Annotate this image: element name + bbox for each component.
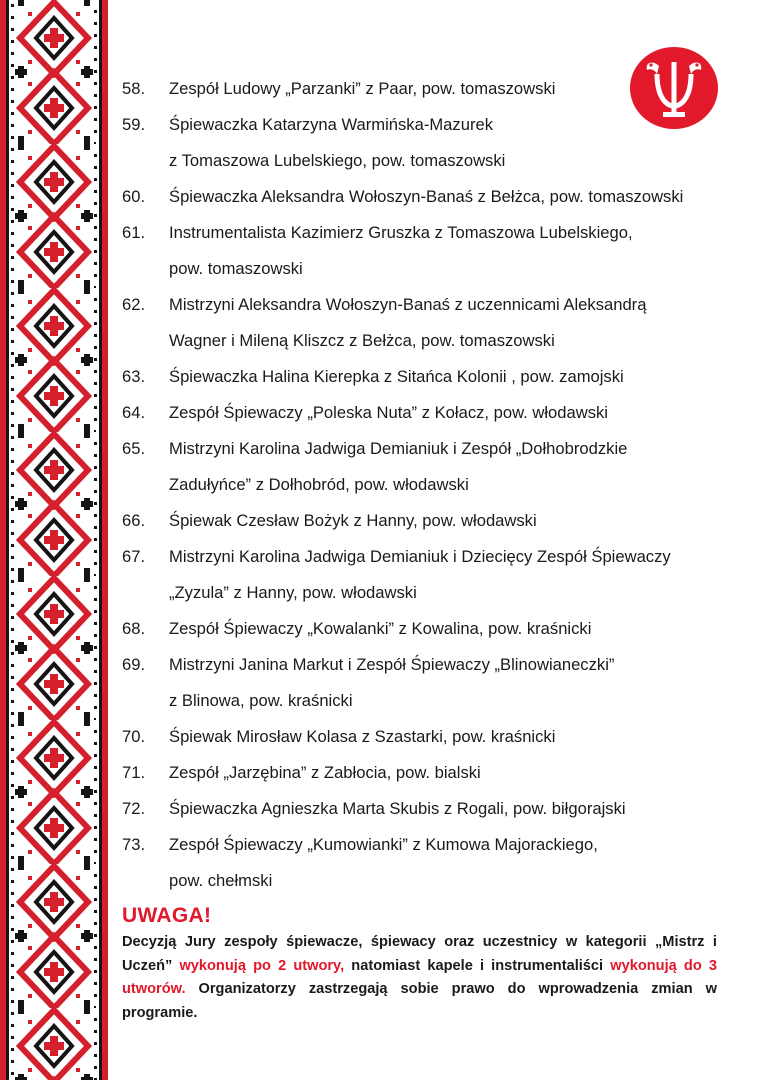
item-number: 60. bbox=[122, 187, 146, 206]
item-number: 73. bbox=[122, 835, 146, 854]
list-item bbox=[122, 719, 742, 755]
item-text: pow. chełmski bbox=[169, 871, 273, 890]
item-number: 58. bbox=[122, 79, 146, 98]
list-item bbox=[122, 287, 742, 359]
notice-text bbox=[122, 931, 717, 1025]
item-text: Zespół Śpiewaczy „Poleska Nuta” z Kołacz, pow. włodawski bbox=[169, 403, 608, 422]
item-text: Wagner i Mileną Kliszcz z Bełżca, pow. tomaszowski bbox=[169, 331, 555, 350]
item-number: 59. bbox=[122, 115, 146, 134]
list-item bbox=[122, 179, 742, 215]
item-number: 68. bbox=[122, 619, 146, 638]
item-number: 66. bbox=[122, 511, 146, 530]
item-text: Mistrzyni Karolina Jadwiga Demianiuk i Dziecięcy Zespół Śpiewaczy bbox=[169, 547, 671, 566]
item-number: 72. bbox=[122, 799, 146, 818]
item-text: Zespół Śpiewaczy „Kumowianki” z Kumowa Majorackiego, bbox=[169, 835, 598, 854]
list-item bbox=[122, 395, 742, 431]
list-item bbox=[122, 215, 742, 287]
item-number: 67. bbox=[122, 547, 146, 566]
item-text: Zadułyńce” z Dołhobród, pow. włodawski bbox=[169, 475, 469, 494]
item-number: 61. bbox=[122, 223, 146, 242]
notice-block bbox=[122, 903, 717, 1025]
item-number: 65. bbox=[122, 439, 146, 458]
item-number: 69. bbox=[122, 655, 146, 674]
list-item bbox=[122, 539, 742, 611]
item-number: 70. bbox=[122, 727, 146, 746]
item-text: Śpiewak Czesław Bożyk z Hanny, pow. włodawski bbox=[169, 511, 537, 530]
folk-embroidery-border bbox=[0, 0, 108, 1080]
item-text: Śpiewak Mirosław Kolasa z Szastarki, pow. kraśnicki bbox=[169, 727, 556, 746]
notice-text-part: Decyzją Jury zespoły śpiewacze, śpiewacy oraz uczestnicy w kategorii „Mistrz i Uczeń” bbox=[122, 934, 717, 974]
item-text: Mistrzyni Aleksandra Wołoszyn-Banaś z uczennicami Aleksandrą bbox=[169, 295, 647, 314]
notice-highlight: wykonują po 2 utwory, bbox=[179, 957, 345, 974]
notice-text-part: Organizatorzy zastrzegają sobie prawo do wprowadzenia zmian w programie. bbox=[122, 981, 717, 1021]
notice-title: UWAGA! bbox=[122, 904, 212, 927]
item-number: 63. bbox=[122, 367, 146, 386]
list-item bbox=[122, 431, 742, 503]
item-text: Śpiewaczka Halina Kierepka z Sitańca Kolonii , pow. zamojski bbox=[169, 367, 624, 386]
item-text: „Zyzula” z Hanny, pow. włodawski bbox=[169, 583, 417, 602]
item-text: Śpiewaczka Katarzyna Warmińska-Mazurek bbox=[169, 115, 493, 134]
list-item bbox=[122, 827, 742, 899]
notice-highlight: wykonują do 3 utworów. bbox=[122, 957, 717, 997]
item-number: 71. bbox=[122, 763, 146, 782]
item-text: z Blinowa, pow. kraśnicki bbox=[169, 691, 353, 710]
item-text: Zespół Śpiewaczy „Kowalanki” z Kowalina, pow. kraśnicki bbox=[169, 619, 592, 638]
list-item bbox=[122, 71, 742, 107]
notice-text-part: natomiast kapele i instrumentaliści bbox=[344, 957, 611, 974]
item-number: 64. bbox=[122, 403, 146, 422]
item-text: Śpiewaczka Agnieszka Marta Skubis z Rogali, pow. biłgorajski bbox=[169, 799, 626, 818]
item-text: pow. tomaszowski bbox=[169, 259, 303, 278]
item-text: Mistrzyni Janina Markut i Zespół Śpiewaczy „Blinowianeczki” bbox=[169, 655, 615, 674]
item-text: Instrumentalista Kazimierz Gruszka z Tomaszowa Lubelskiego, bbox=[169, 223, 633, 242]
performer-list bbox=[122, 71, 742, 899]
item-text: Zespół „Jarzębina” z Zabłocia, pow. bialski bbox=[169, 763, 481, 782]
list-item bbox=[122, 503, 742, 539]
list-item bbox=[122, 107, 742, 179]
item-text: Mistrzyni Karolina Jadwiga Demianiuk i Zespół „Dołhobrodzkie bbox=[169, 439, 628, 458]
list-item bbox=[122, 359, 742, 395]
item-text: Śpiewaczka Aleksandra Wołoszyn-Banaś z Bełżca, pow. tomaszowski bbox=[169, 187, 684, 206]
list-item bbox=[122, 611, 742, 647]
list-item bbox=[122, 647, 742, 719]
list-item bbox=[122, 755, 742, 791]
item-text: z Tomaszowa Lubelskiego, pow. tomaszowski bbox=[169, 151, 506, 170]
item-text: Zespół Ludowy „Parzanki” z Paar, pow. tomaszowski bbox=[169, 79, 556, 98]
list-item bbox=[122, 791, 742, 827]
item-number: 62. bbox=[122, 295, 146, 314]
